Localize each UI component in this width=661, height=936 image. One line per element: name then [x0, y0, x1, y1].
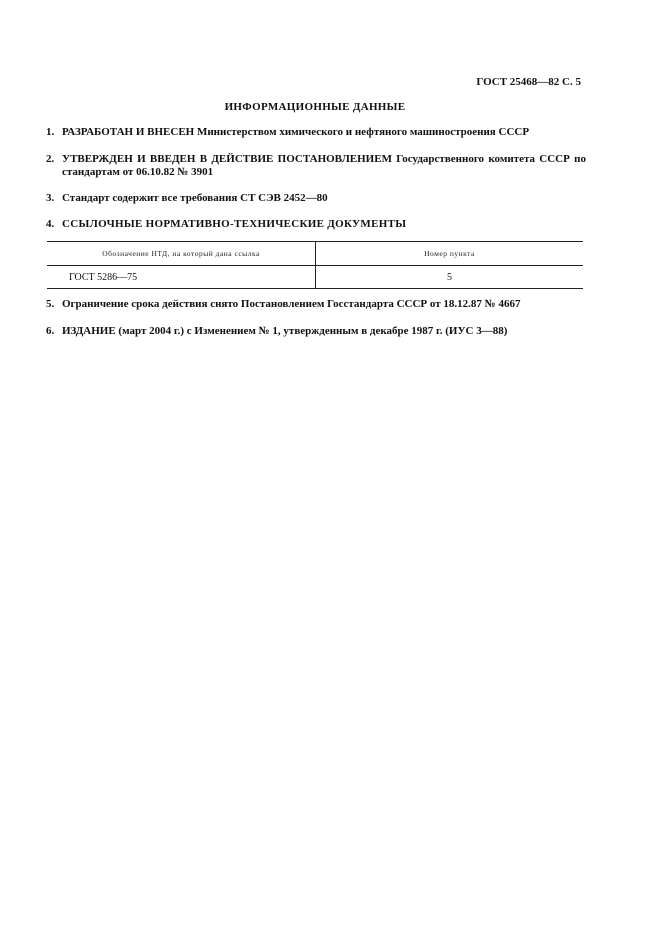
- item-text: РАЗРАБОТАН И ВНЕСЕН Министерством химического и нефтяного машиностроения СССР: [62, 126, 530, 138]
- item-text: Ограничение срока действия снято Постановлением Госстандарта СССР от 18.12.87 № 4667: [62, 298, 521, 310]
- item-text: ССЫЛОЧНЫЕ НОРМАТИВНО-ТЕХНИЧЕСКИЕ ДОКУМЕНТЫ: [62, 218, 407, 230]
- table-row: [47, 266, 583, 289]
- item-number: 4.: [46, 218, 55, 230]
- item-text: Стандарт содержит все требования СТ СЭВ 2452—80: [62, 192, 328, 204]
- table-header-row: [47, 242, 583, 266]
- item-number: 2.: [46, 153, 55, 165]
- item-text: ИЗДАНИЕ (март 2004 г.) с Изменением № 1, утвержденным в декабре 1987 г. (ИУС 3—88): [62, 325, 508, 337]
- info-item-4: [46, 218, 586, 231]
- item-number: 3.: [46, 192, 55, 204]
- section-title: ИНФОРМАЦИОННЫЕ ДАННЫЕ: [224, 101, 406, 113]
- item-number: 6.: [46, 325, 55, 337]
- info-item-3: [46, 192, 586, 205]
- item-number: 1.: [46, 126, 55, 138]
- reference-documents-table: [47, 241, 583, 289]
- column-header-designation: Обозначение НТД, на который дана ссылка: [47, 242, 316, 266]
- info-item-2: [46, 153, 586, 179]
- info-item-5: [46, 298, 586, 311]
- table-cell-clause-number: 5: [316, 266, 584, 289]
- table-cell-designation: ГОСТ 5286—75: [47, 266, 316, 289]
- column-header-clause-number: Номер пункта: [316, 242, 584, 266]
- item-number: 5.: [46, 298, 55, 310]
- info-item-6: [46, 325, 586, 338]
- item-text: УТВЕРЖДЕН И ВВЕДЕН В ДЕЙСТВИЕ ПОСТАНОВЛЕНИЕМ Государственного комитета СССР по стандартам от 06.10.82 № 3901: [62, 153, 586, 178]
- info-item-1: [46, 126, 586, 139]
- page-reference-header: ГОСТ 25468—82 С. 5: [476, 76, 581, 88]
